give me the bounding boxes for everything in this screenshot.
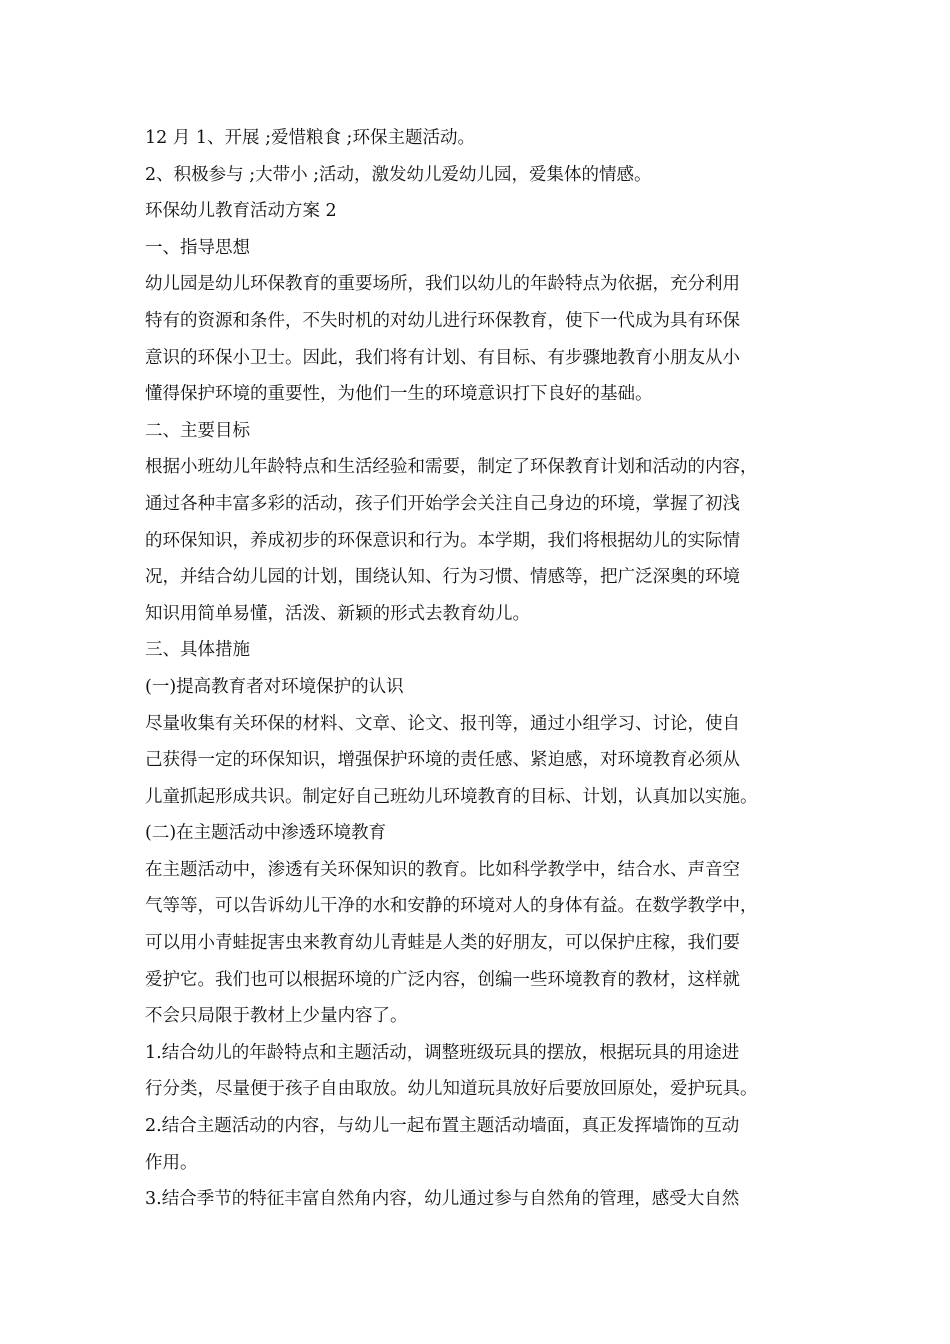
document-page [145,120,813,1218]
subsection-heading: (二)在主题活动中渗透环境教育 [145,823,387,844]
text-line: 特有的资源和条件，不失时机的对幼儿进行环保教育，使下一代成为具有环保 [145,310,740,331]
text-line: 1.结合幼儿的年龄特点和主题活动，调整班级玩具的摆放，根据玩具的用途进 [145,1042,740,1063]
text-line: 根据小班幼儿年龄特点和生活经验和需要，制定了环保教育计划和活动的内容， [145,457,758,478]
text-line: 爱护它。我们也可以根据环境的广泛内容，创编一些环境教育的教材，这样就 [145,969,740,990]
text-line: 3.结合季节的特征丰富自然角内容，幼儿通过参与自然角的管理，感受大自然 [145,1189,740,1210]
text-line: 通过各种丰富多彩的活动，孩子们开始学会关注自己身边的环境，掌握了初浅 [145,493,740,514]
section-title: 环保幼儿教育活动方案 2 [145,201,337,222]
text-line: 2、积极参与 ;大带小 ;活动，激发幼儿爱幼儿园，爱集体的情感。 [145,164,652,185]
section-heading: 三、具体措施 [145,640,250,661]
text-line: 的环保知识，养成初步的环保意识和行为。本学期，我们将根据幼儿的实际情 [145,530,740,551]
section-heading: 二、主要目标 [145,420,250,441]
text-line: 知识用简单易懂，活泼、新颖的形式去教育幼儿。 [145,603,530,624]
text-line: 2.结合主题活动的内容，与幼儿一起布置主题活动墙面，真正发挥墙饰的互动 [145,1116,740,1137]
text-line: 在主题活动中，渗透有关环保知识的教育。比如科学教学中，结合水、声音空 [145,859,740,880]
text-line: 己获得一定的环保知识，增强保护环境的责任感、紧迫感，对环境教育必须从 [145,750,740,771]
subsection-heading: (一)提高教育者对环境保护的认识 [145,676,404,697]
text-line: 儿童抓起形成共识。制定好自己班幼儿环境教育的目标、计划，认真加以实施。 [145,786,758,807]
section-heading: 一、指导思想 [145,237,250,258]
text-line: 12 月 1、开展 ;爱惜粮食 ;环保主题活动。 [145,128,475,148]
text-line: 意识的环保小卫士。因此，我们将有计划、有目标、有步骤地教育小朋友从小 [145,347,740,368]
text-line: 不会只局限于教材上少量内容了。 [145,1006,408,1027]
text-line: 气等等，可以告诉幼儿干净的水和安静的环境对人的身体有益。在数学教学中， [145,896,758,917]
text-line: 行分类，尽量便于孩子自由取放。幼儿知道玩具放好后要放回原处，爱护玩具。 [145,1079,758,1100]
text-line: 幼儿园是幼儿环保教育的重要场所，我们以幼儿的年龄特点为依据，充分利用 [145,274,740,295]
text-line: 况，并结合幼儿园的计划，围绕认知、行为习惯、情感等，把广泛深奥的环境 [145,567,740,588]
text-line: 可以用小青蛙捉害虫来教育幼儿青蛙是人类的好朋友，可以保护庄稼，我们要 [145,933,740,954]
text-line: 作用。 [145,1152,198,1173]
text-line: 尽量收集有关环保的材料、文章、论文、报刊等，通过小组学习、讨论，使自 [145,713,740,734]
text-line: 懂得保护环境的重要性，为他们一生的环境意识打下良好的基础。 [145,384,653,405]
